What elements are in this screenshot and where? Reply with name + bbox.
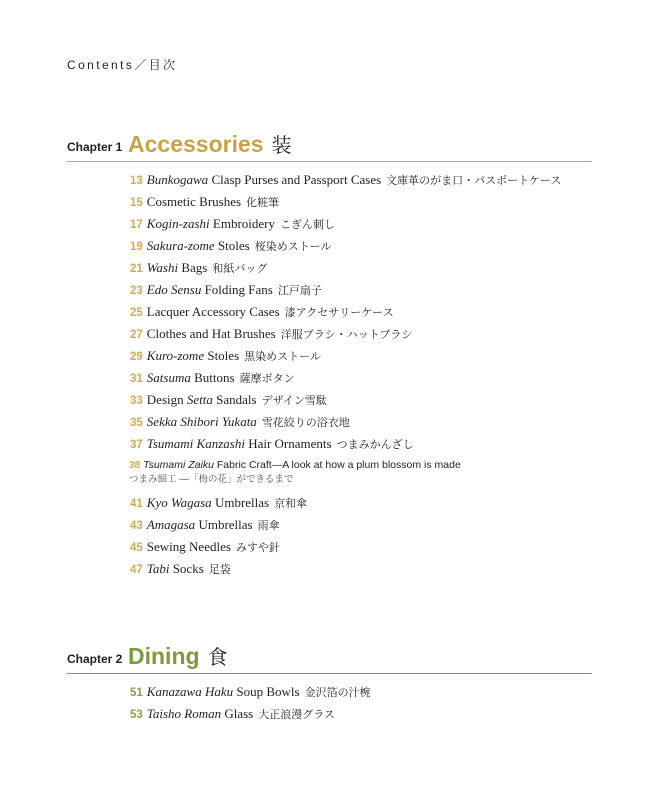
page-number: 15 <box>130 197 143 209</box>
entry-title: Design <box>146 392 187 407</box>
entry-title-italic: Edo Sensu <box>146 282 202 297</box>
entry-title: Cosmetic Brushes <box>146 194 242 209</box>
entry-title-italic: Setta <box>186 392 213 407</box>
page-header <box>67 56 177 73</box>
entry-title: Folding Fans <box>201 282 273 297</box>
toc-list <box>67 681 592 725</box>
chapter-name: Dining <box>128 643 200 669</box>
toc-entry[interactable] <box>130 345 592 367</box>
toc-list <box>67 169 592 455</box>
chapter-title <box>128 131 292 158</box>
chapter-heading <box>67 130 592 158</box>
entry-title: Umbrellas <box>211 495 270 510</box>
page-number: 33 <box>130 395 143 407</box>
entry-title: Sandals <box>212 392 257 407</box>
page-number: 47 <box>130 564 143 576</box>
chapter-heading <box>67 642 592 670</box>
chapter-1-section <box>67 130 592 580</box>
entry-title: Fabric Craft—A look at how a plum blossom is made <box>213 459 461 471</box>
toc-entry[interactable] <box>130 301 592 323</box>
entry-title-jp: 薩摩ボタン <box>239 372 295 385</box>
entry-title-jp: 化粧筆 <box>246 196 280 209</box>
entry-title-jp: 洋服ブラシ・ハットブラシ <box>280 328 413 341</box>
chapter-divider <box>67 161 592 162</box>
page-number: 43 <box>130 520 143 532</box>
page-number: 35 <box>130 417 143 429</box>
page-number: 17 <box>130 219 143 231</box>
entry-title-jp: 黒染めストール <box>244 350 321 363</box>
entry-title-jp: みすや針 <box>235 541 280 554</box>
toc-entry[interactable] <box>130 235 592 257</box>
page-number: 27 <box>130 329 143 341</box>
toc-entry[interactable] <box>130 389 592 411</box>
entry-title-jp: 大正浪漫グラス <box>258 708 335 721</box>
page-number: 45 <box>130 542 143 554</box>
toc-entry[interactable] <box>130 703 592 725</box>
entry-title-jp: 足袋 <box>208 563 231 576</box>
entry-title: Stoles <box>204 348 240 363</box>
page-number: 41 <box>130 498 143 510</box>
entry-title-jp: 桜染めストール <box>254 240 332 253</box>
entry-title-italic: Washi <box>146 260 179 275</box>
page-number: 51 <box>130 687 143 699</box>
entry-title: Lacquer Accessory Cases <box>146 304 280 319</box>
entry-title: Bags <box>178 260 208 275</box>
page-number: 25 <box>130 307 143 319</box>
entry-title-jp: 江戸扇子 <box>277 284 322 297</box>
entry-title-italic: Kogin-zashi <box>146 216 210 231</box>
entry-title-italic: Tsumami Kanzashi <box>146 436 245 451</box>
toc-entry[interactable] <box>130 367 592 389</box>
contents-title: Contents <box>67 58 135 72</box>
toc-sub-entry[interactable] <box>67 458 592 487</box>
page-number: 31 <box>130 373 143 385</box>
chapter-kanji: 装 <box>271 133 292 157</box>
page-number: 53 <box>130 709 143 721</box>
chapter-kanji: 食 <box>207 645 228 669</box>
page-number: 19 <box>130 241 143 253</box>
chapter-name: Accessories <box>128 131 264 157</box>
entry-title-italic: Kuro-zome <box>146 348 205 363</box>
chapter-2-section <box>67 642 592 725</box>
page-number: 23 <box>130 285 143 297</box>
entry-title: Clothes and Hat Brushes <box>146 326 276 341</box>
entry-title-jp: つまみ細工 ―「梅の花」ができるまで <box>129 474 294 485</box>
entry-title: Umbrellas <box>195 517 253 532</box>
toc-entry[interactable] <box>130 279 592 301</box>
page-number: 21 <box>130 263 143 275</box>
toc-entry[interactable] <box>130 323 592 345</box>
toc-entry[interactable] <box>130 169 592 191</box>
chapter-title <box>128 643 228 670</box>
entry-title: Embroidery <box>209 216 275 231</box>
entry-title-italic: Sakura-zome <box>146 238 215 253</box>
entry-title-jp: つまみかんざし <box>336 438 414 451</box>
entry-title-jp: 文庫革のがま口・パスポートケース <box>386 174 562 187</box>
page-number: 13 <box>130 175 143 187</box>
toc-entry[interactable] <box>130 191 592 213</box>
toc-entry[interactable] <box>130 558 592 580</box>
entry-title-italic: Sekka Shibori Yukata <box>146 414 257 429</box>
entry-title: Socks <box>169 561 204 576</box>
entry-title-italic: Kyo Wagasa <box>146 495 212 510</box>
entry-title-jp: デザイン雪駄 <box>261 394 327 407</box>
toc-entry[interactable] <box>130 213 592 235</box>
page-number: 38 <box>129 460 141 471</box>
entry-title-italic: Tabi <box>146 561 170 576</box>
entry-title: Clasp Purses and Passport Cases <box>208 172 382 187</box>
entry-title-jp: こぎん刺し <box>279 218 335 231</box>
page-number: 37 <box>130 439 143 451</box>
toc-entry[interactable] <box>130 536 592 558</box>
entry-title-jp: 雨傘 <box>257 519 280 532</box>
entry-title-italic: Satsuma <box>146 370 191 385</box>
entry-title-jp: 雪花絞りの浴衣地 <box>261 416 350 429</box>
chapter-label: Chapter 2 <box>67 652 123 666</box>
entry-title-italic: Kanazawa Haku <box>146 684 234 699</box>
toc-entry[interactable] <box>130 681 592 703</box>
toc-entry[interactable] <box>130 411 592 433</box>
chapter-divider <box>67 673 592 674</box>
entry-title: Sewing Needles <box>146 539 231 554</box>
toc-entry[interactable] <box>130 433 592 455</box>
entry-title-italic: Amagasa <box>146 517 196 532</box>
toc-list <box>67 492 592 580</box>
toc-entry[interactable] <box>130 492 592 514</box>
entry-title-italic: Taisho Roman <box>146 706 222 721</box>
page-number: 29 <box>130 351 143 363</box>
entry-title: Soup Bowls <box>233 684 300 699</box>
entry-title: Glass <box>221 706 254 721</box>
entry-title-italic: Tsumami Zaiku <box>143 459 214 471</box>
entry-title-jp: 漆アクセサリーケース <box>284 306 394 319</box>
entry-title: Stoles <box>214 238 250 253</box>
entry-title: Buttons <box>190 370 235 385</box>
entry-title-jp: 和紙バッグ <box>212 262 268 275</box>
toc-entry[interactable] <box>130 514 592 536</box>
toc-entry[interactable] <box>130 257 592 279</box>
entry-title-jp: 京和傘 <box>274 497 308 510</box>
contents-title-jp: ／目次 <box>134 58 178 72</box>
entry-title: Hair Ornaments <box>244 436 332 451</box>
entry-title-jp: 金沢箔の汁椀 <box>304 686 371 699</box>
chapter-label: Chapter 1 <box>67 140 123 154</box>
entry-title-italic: Bunkogawa <box>146 172 209 187</box>
